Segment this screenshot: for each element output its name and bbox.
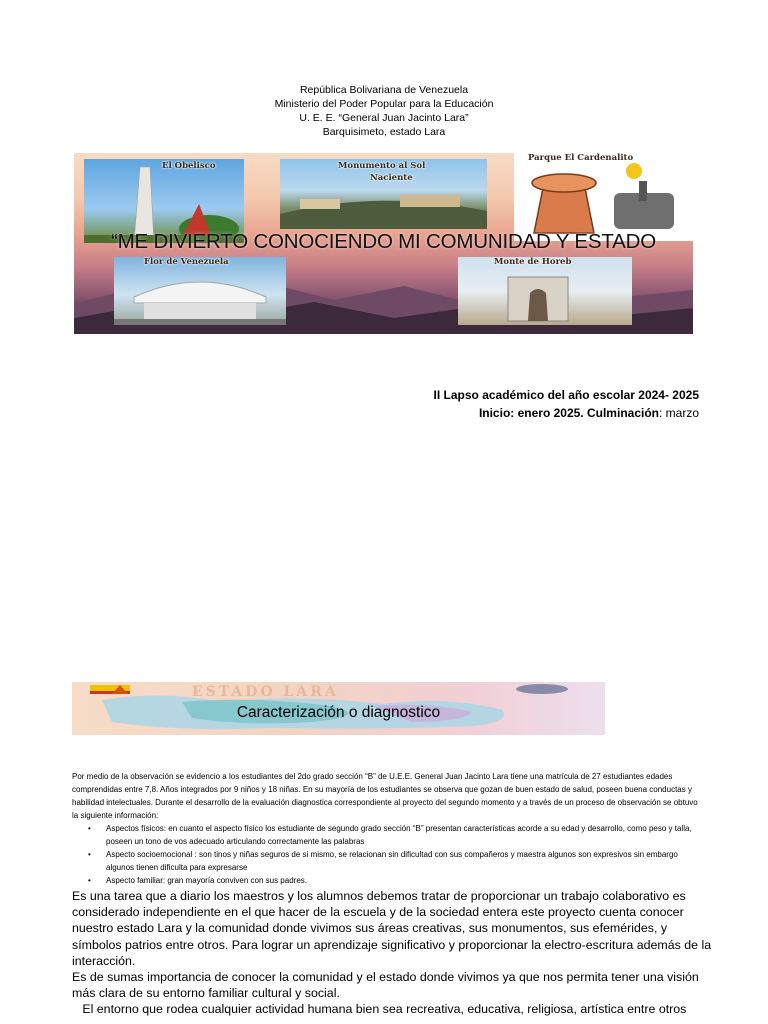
letterhead [0,83,768,139]
header-school: U. E. E. “General Juan Jacinto Lara” [299,112,469,124]
parque-label: Parque El Cardenalito [528,153,634,163]
naciente-label: Naciente [370,173,413,183]
school-period [434,386,699,422]
diagnostico-title: Caracterización o diagnostico [236,704,441,721]
justification-section [72,888,712,1018]
paragraph: Es una tarea que a diario los maestros y los alumnos debemos tratar de proporcionar un trabajo colaborativo es considerado independiente en el que hacer de la escuela y de la sociedad entera este proyecto cuenta conocer nuestro estado Lara y la comunidad donde vivimos sus áreas creativas, sus monumentos, sus efemérides, y símbolos patrios entre otros. Para lograr un aprendizaje significativo y proporcionar la electro-escritura además de la interacción. [72,889,712,968]
flor-venezuela-photo [114,257,286,325]
monte-label: Monte de Horeb [494,257,572,267]
monumento-sol-photo [280,159,487,229]
project-title: “ME DIVIERTO CONOCIENDO MI COMUNIDAD Y ESTADO [111,230,656,253]
diagnostico-banner [72,682,605,735]
monumento-label: Monumento al Sol [338,161,426,171]
list-item: • Aspecto socioemocional : son tinos y niñas seguros de si mismo, se relacionan sin dificultad con sus compañeros y maestra algunos son expresivos sin embargo algunos tienen dificulta para expresarse [88,850,678,872]
dates-bold: Inicio: enero 2025. Culminación [478,406,659,420]
project-banner [74,153,693,334]
dates-rest: : marzo [658,406,699,420]
observation-section [72,770,702,887]
map-title: ESTADO LARA [192,684,339,700]
flor-venezuela-icon [114,257,286,325]
list-item: • Aspectos físicos: en cuanto el aspecto físico los estudiante de segundo grado sección “B” presentan características acorde a su edad y desarrollo, como peso y talla, poseen un tono de vos adecuado articulando correctamente las palabras [88,824,692,846]
obelisco-label: El Obelisco [162,161,216,171]
aspects-list [72,822,702,887]
paragraph: Es de sumas importancia de conocer la comunidad y el estado donde vivimos ya que nos permita tener una visión más clara de su entorno familiar cultural y social. [72,970,699,1001]
lapso-line: II Lapso académico del año escolar 2024- 2025 [433,388,699,402]
flor-label: Flor de Venezuela [144,257,229,267]
bullet-icon: • [88,876,91,885]
observation-intro: Por medio de la observación se evidencio a los estudiantes del 2do grado sección “B” de U.E.E. General Juan Jacinto Lara tiene una matrícula de 27 estudiantes edades comprendidas entre 7,8. Años integrados por 9 niños y 18 niñas. En su mayoría de los estudiantes se observa que gozan de buen estado de salud, poseen buena conductas y habilidad intelectuales. Durante el desarrollo de la evaluación diagnostica correspondiente al proyecto del segundo momento y a través de un proceso de observación se obtuvo la siguiente información: [72,772,698,820]
dates-line [434,404,699,422]
header-republic: República Bolivariana de Venezuela [299,84,469,96]
header-city: Barquisimeto, estado Lara [322,126,446,138]
bullet-icon: • [88,850,91,859]
parque-photo [514,153,693,241]
paragraph: El entorno que rodea cualquier actividad humana bien sea recreativa, educativa, religiosa, artística entre otros [72,1002,687,1017]
bullet-icon: • [88,824,91,833]
list-item: • Aspecto familiar: gran mayoría conviven con sus padres. [88,876,307,885]
parque-cardenalito-icon [514,153,693,241]
monte-horeb-photo [458,257,632,325]
header-ministry: Ministerio del Poder Popular para la Educación [274,98,494,110]
monte-horeb-icon [458,257,632,325]
